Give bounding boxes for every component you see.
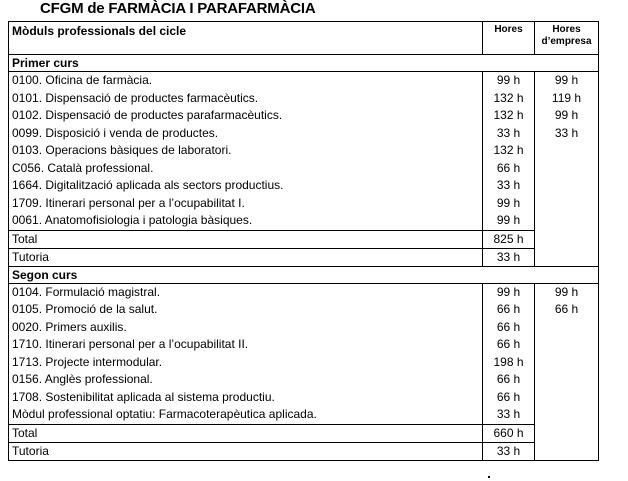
module-hours: 132 h <box>493 108 524 122</box>
module-name: 0101. Dispensació de productes farmacèutics. <box>12 90 259 105</box>
module-hours: 33 h <box>496 125 521 140</box>
module-name: 1713. Projecte intermodular. <box>12 354 163 369</box>
company-hours: 33 h <box>554 125 579 140</box>
total-row <box>9 424 599 442</box>
section-header-row <box>9 55 599 72</box>
modules-table <box>8 21 599 461</box>
module-hours: 99 h <box>496 73 521 87</box>
module-hours: 198 h <box>493 354 524 369</box>
table-header-row <box>9 22 599 55</box>
module-name: 0061. Anatomofisiologia i patologia bàsiques. <box>12 213 253 227</box>
company-hours-header-line-2: d’empresa <box>541 36 592 47</box>
module-hours: 66 h <box>496 302 521 316</box>
page-title: CFGM de FARMÀCIA I PARAFARMÀCIA <box>40 0 316 17</box>
module-hours-cell <box>483 72 535 231</box>
module-names-cell <box>9 72 483 231</box>
module-name: 0020. Primers auxilis. <box>12 319 127 334</box>
module-name: 0099. Disposició i venda de productes. <box>12 125 219 140</box>
total-label: Total <box>9 230 483 248</box>
total-hours: 660 h <box>483 424 535 442</box>
section-second-course <box>9 266 599 460</box>
module-hours-cell <box>483 283 535 424</box>
module-names-cell <box>9 283 483 424</box>
module-hours: 66 h <box>496 337 521 351</box>
module-name: Mòdul professional optatiu: Farmacoterapèutica aplicada. <box>12 407 317 421</box>
total-label: Total <box>9 424 483 442</box>
module-hours: 132 h <box>493 143 524 157</box>
module-rows <box>9 283 599 424</box>
module-hours: 99 h <box>496 195 521 210</box>
module-name: C056. Català professional. <box>12 160 154 175</box>
section-title: Segon curs <box>9 266 599 283</box>
tutoring-label: Tutoria <box>9 442 483 460</box>
module-name: 0104. Formulació magistral. <box>12 284 161 299</box>
company-hours: 99 h <box>554 73 579 87</box>
hours-column-header: Hores <box>483 22 535 55</box>
company-hours-column-header <box>535 22 599 55</box>
section-title: Primer curs <box>9 55 599 72</box>
total-row <box>9 230 599 248</box>
company-hours: 99 h <box>554 108 579 122</box>
tutoring-row <box>9 442 599 460</box>
module-hours: 99 h <box>496 284 521 299</box>
module-name: 1710. Itinerari personal per a l’ocupabilitat II. <box>12 337 249 351</box>
tutoring-row <box>9 248 599 266</box>
module-hours: 66 h <box>496 389 521 404</box>
module-hours: 66 h <box>496 160 521 175</box>
section-header-row <box>9 266 599 283</box>
module-name: 0102. Dispensació de productes parafarmacèutics. <box>12 108 283 122</box>
module-hours: 99 h <box>496 213 521 227</box>
company-hours: 66 h <box>554 302 579 316</box>
module-hours: 132 h <box>493 90 524 105</box>
module-hours: 66 h <box>496 372 521 386</box>
company-hours-cell <box>535 72 599 267</box>
stray-dot <box>488 476 490 478</box>
tutoring-hours: 33 h <box>483 442 535 460</box>
tutoring-label: Tutoria <box>9 248 483 266</box>
module-hours: 66 h <box>496 319 521 334</box>
modules-column-header: Mòduls professionals del cicle <box>9 22 483 55</box>
module-name: 1708. Sostenibilitat aplicada al sistema productiu. <box>12 389 275 404</box>
module-hours: 33 h <box>496 407 521 421</box>
module-name: 0100. Oficina de farmàcia. <box>12 73 153 87</box>
section-first-course <box>9 55 599 267</box>
module-name: 1709. Itinerari personal per a l’ocupabilitat I. <box>12 195 245 210</box>
company-hours-header-line-1: Hores <box>552 24 581 35</box>
module-name: 0156. Anglès professional. <box>12 372 153 386</box>
module-name: 0103. Operacions bàsiques de laboratori. <box>12 143 232 157</box>
company-hours: 119 h <box>551 90 582 105</box>
company-hours: 99 h <box>554 284 579 299</box>
module-hours: 33 h <box>496 178 521 192</box>
tutoring-hours: 33 h <box>483 248 535 266</box>
total-hours: 825 h <box>483 230 535 248</box>
module-rows <box>9 72 599 231</box>
company-hours-cell <box>535 283 599 460</box>
module-name: 0105. Promoció de la salut. <box>12 302 158 316</box>
module-name: 1664. Digitalització aplicada als sectors productius. <box>12 178 284 192</box>
